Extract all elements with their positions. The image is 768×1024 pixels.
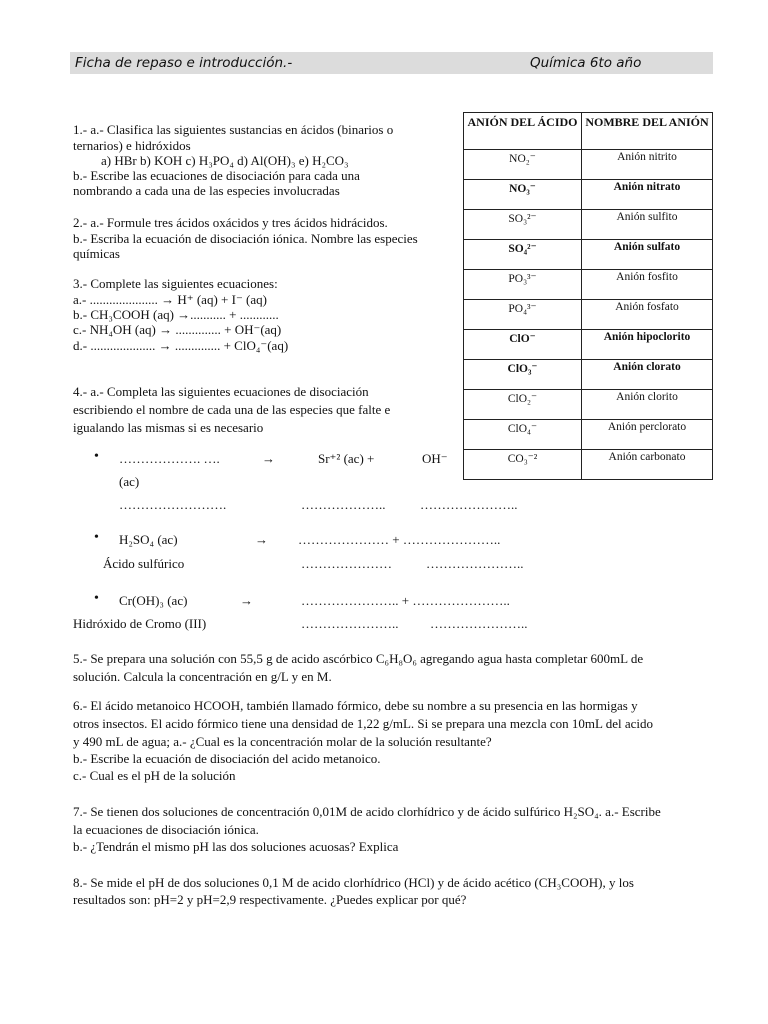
q4-eq1-blank: ………………. …. [119, 451, 220, 466]
anion-formula: ClO₃⁻ [464, 360, 582, 390]
q4-eq2-name-blank: ………………… [301, 556, 392, 571]
q4-eq1-name-blank: ……………………. [119, 497, 227, 512]
table-row [464, 420, 713, 450]
q4-eq3-name-blank: ………………….. [430, 616, 528, 631]
q2-line-1: 2.- a.- Formule tres ácidos oxácidos y tres ácidos hidrácidos. [73, 215, 388, 230]
table-row [464, 360, 713, 390]
q6-line-4: b.- Escribe la ecuación de disociación del acido metanoico. [73, 751, 381, 766]
q3-line-1: 3.- Complete las siguientes ecuaciones: [73, 276, 278, 291]
q6-line-3: y 490 mL de agua; a.- ¿Cual es la concentración molar de la solución resultante? [73, 734, 492, 749]
anion-name: Anión sulfito [582, 210, 713, 240]
q1-line-5: nombrando a cada una de las especies involucradas [73, 183, 340, 198]
anion-name: Anión perclorato [582, 420, 713, 450]
q4-eq1-name-blank: ……………….. [301, 497, 386, 512]
q3-equation-d: d.- .................... → .............. + ClO₄⁻(aq) [73, 338, 289, 353]
q6-line-2: otros insectos. El acido fórmico tiene una densidad de 1,22 g/mL. Si se prepara una mezcla con 10mL del acido [73, 716, 654, 731]
q8-line-2: resultados son: pH=2 y pH=2,9 respectivamente. ¿Puedes explicar por qué? [73, 892, 467, 907]
anion-formula: NO₃⁻ [464, 180, 582, 210]
anion-formula: PO₄³⁻ [464, 300, 582, 330]
anion-name: Anión sulfato [582, 240, 713, 270]
table-row [464, 210, 713, 240]
header-bar [70, 52, 713, 74]
table-row [464, 270, 713, 300]
arrow-icon: → [240, 593, 253, 608]
q4-eq3-name: Hidróxido de Cromo (III) [73, 616, 207, 631]
arrow-icon: → [262, 451, 275, 466]
table-row [464, 450, 713, 480]
q5-line-2: solución. Calcula la concentración en g/L y en M. [73, 669, 332, 684]
q1-line-2: ternarios) e hidróxidos [73, 138, 191, 153]
q4-eq3-products: ………………….. + ………………….. [301, 593, 510, 608]
q4-eq1-state: (ac) [119, 474, 140, 489]
anion-name: Anión carbonato [582, 450, 713, 480]
q3-equation-b: b.- CH₃COOH (aq) →........... + ............ [73, 307, 279, 322]
q7-line-3: b.- ¿Tendrán el mismo pH las dos soluciones acuosas? Explica [73, 839, 399, 854]
q1-line-1: 1.- a.- Clasifica las siguientes sustancias en ácidos (binarios o [73, 122, 394, 137]
q4-line-1: 4.- a.- Completa las siguientes ecuaciones de disociación [73, 384, 369, 399]
table-row [464, 150, 713, 180]
table-row [464, 300, 713, 330]
arrow-icon: → [255, 532, 268, 547]
q4-eq3-name-blank: ………………….. [301, 616, 399, 631]
q6-line-1: 6.- El ácido metanoico HCOOH, también llamado fórmico, debe su nombre a su presencia en las hormigas y [73, 698, 638, 713]
anion-name: Anión fosfito [582, 270, 713, 300]
bullet-3: • [94, 591, 99, 606]
anion-formula: CO₃⁻² [464, 450, 582, 480]
q4-eq2-name: Ácido sulfúrico [103, 556, 185, 571]
bullet-1: • [94, 449, 99, 464]
q1-line-4: b.- Escribe las ecuaciones de disociación para cada una [73, 168, 360, 183]
q4-line-2: escribiendo el nombre de cada una de las especies que falte e [73, 402, 391, 417]
table-row [464, 330, 713, 360]
q1-substances: a) HBr b) KOH c) H₃PO₄ d) Al(OH)₃ e) H₂CO₃ [101, 153, 349, 168]
anion-formula: PO₃³⁻ [464, 270, 582, 300]
q4-eq2-reactant: H₂SO₄ (ac) [119, 532, 178, 547]
worksheet-title: Ficha de repaso e introducción.- [75, 55, 293, 71]
anion-name: Anión hipoclorito [582, 330, 713, 360]
anion-formula: ClO⁻ [464, 330, 582, 360]
q5-line-1: 5.- Se prepara una solución con 55,5 g de acido ascórbico C₆H₈O₆ agregando agua hasta completar 600mL de [73, 651, 644, 666]
anion-name: Anión clorito [582, 390, 713, 420]
q6-line-5: c.- Cual es el pH de la solución [73, 768, 236, 783]
q4-eq3-reactant: Cr(OH)₃ (ac) [119, 593, 188, 608]
anion-table [463, 112, 713, 480]
column-header-anion: ANIÓN DEL ÁCIDO [464, 113, 582, 150]
q7-line-2: la ecuaciones de disociación iónica. [73, 822, 259, 837]
q2-line-3: químicas [73, 246, 120, 261]
q4-eq2-name-blank: ………………….. [426, 556, 524, 571]
q4-line-3: igualando las mismas si es necesario [73, 420, 264, 435]
table-row [464, 180, 713, 210]
anion-formula: NO₂⁻ [464, 150, 582, 180]
q8-line-1: 8.- Se mide el pH de dos soluciones 0,1 M de acido clorhídrico (HCl) y de ácido acético (CH₃COOH), y los [73, 875, 634, 890]
anion-name: Anión nitrato [582, 180, 713, 210]
anion-name: Anión fosfato [582, 300, 713, 330]
table-header-row [464, 113, 713, 150]
q4-eq1-anion: OH⁻ [422, 451, 448, 466]
anion-name: Anión nitrito [582, 150, 713, 180]
q4-eq1-cation: Sr⁺² (ac) + [318, 451, 375, 466]
q4-eq2-products: ………………… + ………………….. [298, 532, 501, 547]
anion-formula: SO₃²⁻ [464, 210, 582, 240]
table-row [464, 240, 713, 270]
q2-line-2: b.- Escriba la ecuación de disociación iónica. Nombre las especies [73, 231, 418, 246]
column-header-name: NOMBRE DEL ANIÓN [582, 113, 713, 150]
anion-name: Anión clorato [582, 360, 713, 390]
q3-equation-c: c.- NH₄OH (aq) → .............. + OH⁻(aq) [73, 322, 282, 337]
course-label: Química 6to año [530, 55, 642, 71]
table-row [464, 390, 713, 420]
bullet-2: • [94, 530, 99, 545]
anion-formula: ClO₄⁻ [464, 420, 582, 450]
anion-formula: SO₄²⁻ [464, 240, 582, 270]
q3-equation-a: a.- ..................... → H⁺ (aq) + I⁻ (aq) [73, 292, 267, 307]
q7-line-1: 7.- Se tienen dos soluciones de concentración 0,01M de acido clorhídrico y de ácido sulfúrico H₂SO₄. a.- Escribe [73, 804, 661, 819]
anion-formula: ClO₂⁻ [464, 390, 582, 420]
q4-eq1-name-blank: ………………….. [420, 497, 518, 512]
